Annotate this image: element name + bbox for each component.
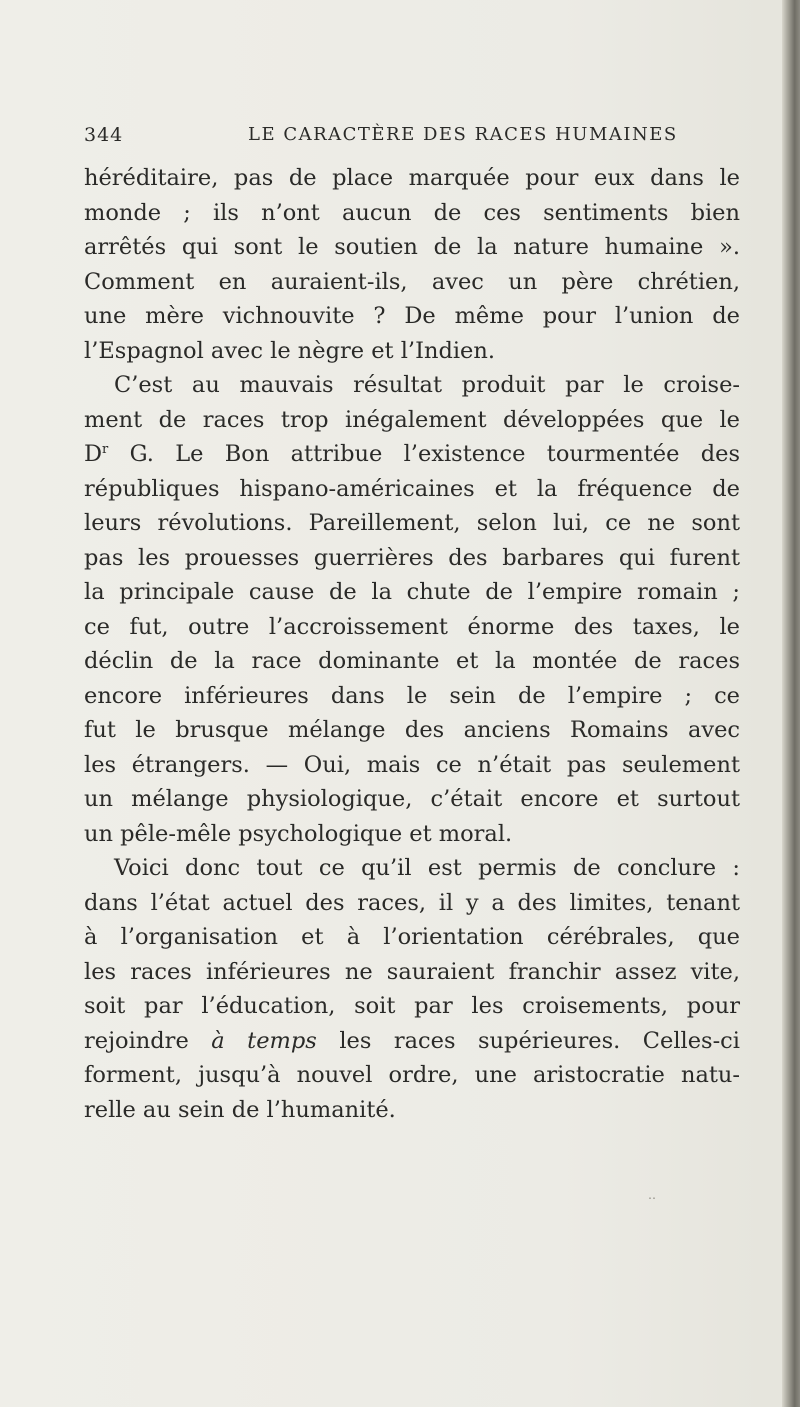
text-line: Comment en auraient-ils, avec un père chrétien, (84, 268, 740, 295)
text-line: C’est au mauvais résultat produit par le croise- (114, 372, 740, 398)
text-segment: les races supérieures. Celles-ci (316, 1027, 740, 1054)
text-line: pas les prouesses guerrières des barbares qui furent (84, 544, 740, 571)
text-line: ce fut, outre l’accroissement énorme des taxes, le (84, 613, 740, 640)
doctor-abbrev: D (84, 441, 103, 467)
text-line (84, 437, 740, 472)
text-line: relle au sein de l’humanité. (84, 1096, 396, 1123)
text-line: les races inférieures ne sauraient franchir assez vite, (84, 958, 740, 985)
page-edge-shadow (782, 0, 800, 1407)
text-line: un pêle-mêle psychologique et moral. (84, 820, 513, 847)
text-line: dans l’état actuel des races, il y a des limites, tenant (84, 889, 740, 916)
text-line: les étrangers. — Oui, mais ce n’était pas seulement (84, 751, 740, 778)
text-line: soit par l’éducation, soit par les croisements, pour (84, 993, 740, 1019)
text-line: Voici donc tout ce qu’il est permis de conclure : (114, 855, 740, 881)
text-line: ment de races trop inégalement développées que le (84, 406, 740, 433)
text-line: déclin de la race dominante et la montée de races (84, 648, 740, 674)
text-line: leurs révolutions. Pareillement, selon lui, ce ne sont (84, 510, 740, 536)
paper-speck-decoration: ‥ (648, 1188, 657, 1202)
text-line: républiques hispano-américaines et la fréquence de (84, 475, 740, 502)
body-text (84, 161, 740, 1127)
text-line: encore inférieures dans le sein de l’empire ; ce (84, 682, 740, 709)
text-line: héréditaire, pas de place marquée pour eux dans le (84, 165, 740, 191)
text-line (84, 1024, 740, 1059)
text-line: fut le brusque mélange des anciens Romains avec (84, 717, 740, 743)
text-line: un mélange physiologique, c’était encore et surtout (84, 786, 740, 812)
text-line: la principale cause de la chute de l’empire romain ; (84, 579, 740, 605)
page-header (84, 124, 744, 154)
text-segment: rejoindre (84, 1027, 212, 1054)
text-segment: G. Le Bon attribue l’existence tourmentée des (108, 441, 740, 467)
text-line: l’Espagnol avec le nègre et l’Indien. (84, 337, 496, 364)
italic-phrase: à temps (211, 1027, 317, 1054)
page-number: 344 (84, 124, 124, 146)
running-title: LE CARACTÈRE DES RACES HUMAINES (248, 124, 678, 145)
text-line: forment, jusqu’à nouvel ordre, une aristocratie natu- (84, 1062, 740, 1088)
text-line: à l’organisation et à l’orientation cérébrales, que (84, 924, 740, 950)
doctor-abbrev-superscript: r (102, 442, 109, 457)
text-line: une mère vichnouvite ? De même pour l’union de (84, 303, 740, 329)
text-line: arrêtés qui sont le soutien de la nature humaine ». (84, 234, 740, 260)
text-line: monde ; ils n’ont aucun de ces sentiments bien (84, 199, 740, 226)
